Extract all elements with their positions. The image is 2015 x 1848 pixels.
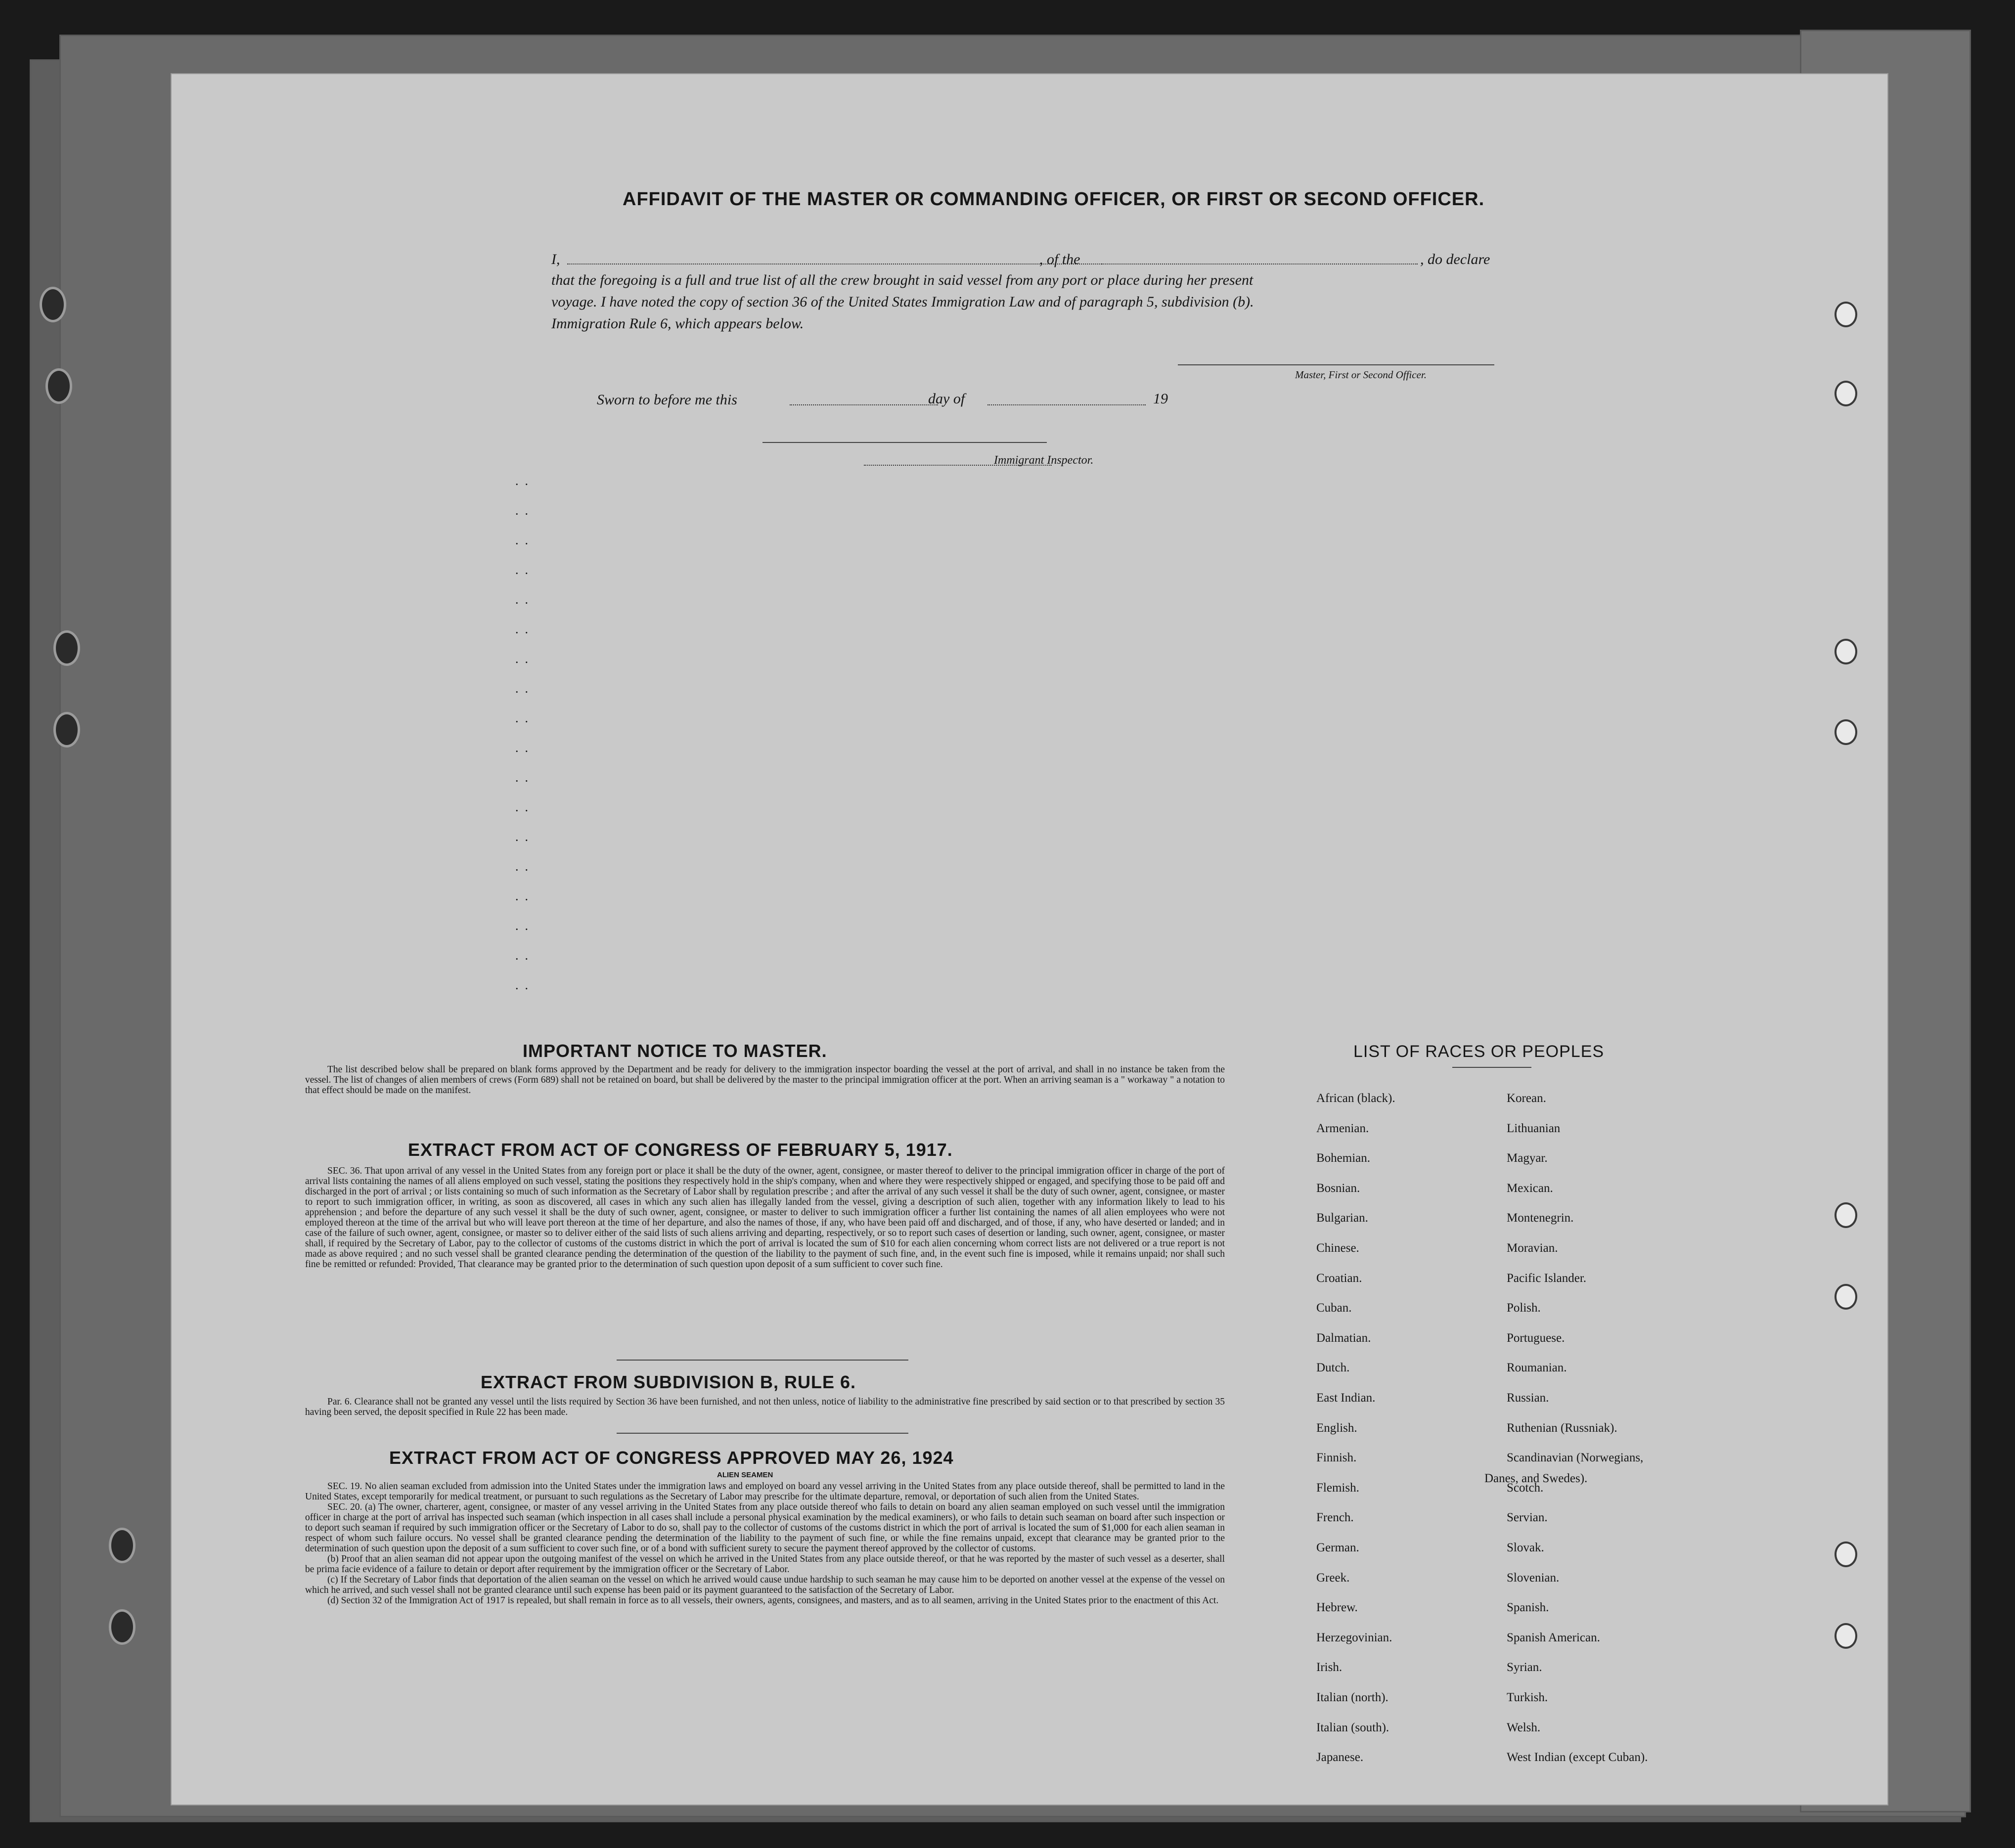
day-of-label: day of [928, 391, 965, 407]
race-item: Lithuanian [1507, 1122, 1561, 1135]
sworn-day-field[interactable] [790, 404, 938, 405]
paragraph-6: Par. 6. Clearance shall not be granted any vessel until the lists required by Section 36 have been furnished, and not then unless, notice of liability to the administrative fine prescribed by said section or to that prescribed by section 35 having been served, the deposit specified in Rule 22 has been made. [305, 1397, 1225, 1417]
binder-hole [109, 1609, 135, 1645]
binder-hole [53, 712, 80, 748]
affidavit-line-1: that the foregoing is a full and true list of all the crew brought in said vessel from any port or place during her present [551, 272, 1254, 288]
race-item: Montenegrin. [1507, 1211, 1574, 1225]
leader-dots: . . [515, 741, 528, 755]
race-item: Pacific Islander. [1507, 1272, 1587, 1285]
alien-seamen-subtitle: ALIEN SEAMEN [717, 1471, 773, 1479]
race-item: Spanish American. [1507, 1631, 1600, 1644]
race-item: French. [1316, 1511, 1354, 1524]
extract-1924-text [305, 1481, 1225, 1606]
leader-dots: . . [515, 652, 528, 666]
binder-hole [53, 630, 80, 666]
section-20c-paragraph: (c) If the Secretary of Labor finds that deportation of the alien seaman on the vessel on which he arrived would cause undue hardship to such seaman he may cause him to be deported on another vessel at the expense of the vessel on which he arrived, and such vessel shall not be granted clearance until such expense has been paid or its payment guaranteed to the satisfaction of the Secretary of Labor. [305, 1575, 1225, 1595]
race-item: Herzegovinian. [1316, 1631, 1392, 1644]
binder-hole [1835, 302, 1857, 327]
inspector-line-top [762, 442, 1047, 443]
race-item: Ruthenian (Russniak). [1507, 1421, 1617, 1435]
leader-dots: . . [515, 800, 528, 814]
leader-dots: . . [515, 770, 528, 785]
race-item: Bulgarian. [1316, 1211, 1368, 1225]
race-item: Italian (south). [1316, 1721, 1389, 1734]
notice-paragraph: The list described below shall be prepared on blank forms approved by the Department and be ready for delivery to the immigration inspector boarding the vessel at the port of arrival, and shall in no instance be taken from the vessel. The list of changes of alien members of crews (Form 689) shall not be retained on board, but shall be delivered by the master to the principal immigration officer at the port. When an arriving seaman is a " workaway " a notation to that effect should be made on the manifest. [305, 1064, 1225, 1096]
race-item: Portuguese. [1507, 1331, 1565, 1345]
race-item: Hebrew. [1316, 1601, 1358, 1614]
race-item: Spanish. [1507, 1601, 1549, 1614]
race-item: Croatian. [1316, 1272, 1362, 1285]
year-prefix: 19 [1153, 391, 1168, 407]
binder-hole [40, 287, 66, 322]
sworn-month-field[interactable] [987, 404, 1146, 405]
notice-title: IMPORTANT NOTICE TO MASTER. [523, 1041, 827, 1061]
race-item: Slovak. [1507, 1541, 1544, 1554]
race-item: Flemish. [1316, 1481, 1359, 1495]
race-item: Dalmatian. [1316, 1331, 1371, 1345]
race-item: Greek. [1316, 1571, 1350, 1584]
notice-text [305, 1064, 1225, 1096]
leader-dots: . . [515, 474, 528, 488]
section-19-paragraph: SEC. 19. No alien seaman excluded from admission into the United States under the immigration laws and employed on board any vessel arriving in the United States from any place outside thereof, shall be permitted to land in the United States, except temporarily for medical treatment, or pursuant to such regulations as the Secretary of Labor may prescribe for the ultimate departure, removal, or deportation of such alien from the United States. [305, 1481, 1225, 1502]
section-20d-paragraph: (d) Section 32 of the Immigration Act of 1917 is repealed, but shall remain in force as to all vessels, their owners, agents, consignees, and masters, and as to all seamen, arriving in the United States prior to the enactment of this Act. [327, 1595, 1219, 1606]
race-item: Scotch. [1507, 1481, 1544, 1495]
subdivision-b-title: EXTRACT FROM SUBDIVISION B, RULE 6. [481, 1372, 856, 1392]
leader-dots: . . [515, 919, 528, 933]
form-page [171, 73, 1888, 1805]
race-item: Korean. [1507, 1092, 1546, 1105]
sworn-label: Sworn to before me this [597, 392, 737, 408]
race-item: African (black). [1316, 1092, 1395, 1105]
races-title: LIST OF RACES OR PEOPLES [1353, 1042, 1605, 1061]
binder-hole [1835, 719, 1857, 745]
extract-1917-text [305, 1166, 1225, 1270]
binder-hole [109, 1528, 135, 1563]
section-20b-paragraph: (b) Proof that an alien seaman did not appear upon the outgoing manifest of the vessel on which he arrived in the United States from any place outside thereof, or that he was reported by the master of such vessel as a deserter, shall be prima facie evidence of a failure to detain or deport after requirement by the immigration officer or the Secretary of Labor. [305, 1554, 1225, 1575]
binder-hole [1835, 1623, 1857, 1649]
race-item: Slovenian. [1507, 1571, 1560, 1584]
race-item: Irish. [1316, 1661, 1343, 1674]
section-36-paragraph: SEC. 36. That upon arrival of any vessel in the United States from any foreign port or place it shall be the duty of the owner, agent, consignee, or master thereof to deliver to the principal immigration officer in charge of the port of arrival lists containing the names of all aliens employed on such vessel, stating the positions they respectively hold in the ship's company, when and where they were respectively shipped or engaged, and specifying those to be paid off and discharged in the port of arrival ; or lists containing so much of such information as the Secretary of Labor shall by regulation prescribe ; and after the arrival of any such vessel it shall be the duty of such owner, agent, consignee, or master to report to such immigration officer, in writing, as soon as discovered, all cases in which any such alien has illegally landed from the vessel, giving a description of such alien, together with any information likely to lead to his apprehension ; and before the departure of any such vessel it shall be the duty of such owner, agent, consignee, or master to deliver to such immigration officer a further list containing the names of all alien employees who were not employed thereon at the time of the arrival but who will leave port thereon at the time of her departure, and also the names of those, if any, who have been paid off and discharged, and of those, if any, who have deserted or landed; and in case of the failure of such owner, agent, consignee, or master so to deliver either of the said lists of such aliens arriving and departing, respectively, or so to report such cases of desertion or landing, such owner, agent, consignee, or master shall, if required by the Secretary of Labor, pay to the collector of customs of the customs district in which the port of arrival is located the sum of $10 for each alien concerning whom correct lists are not delivered or a true report is not made as above required ; and no such vessel shall be granted clearance pending the determination of the question of the liability to the payment of such fine, and, in the event such fine is imposed, while it remains unpaid; nor shall such fine be remitted or refunded: Provided, That clearance may be granted prior to the determination of such question upon deposit of a sum sufficient to cover such fine. [305, 1166, 1225, 1270]
races-title-rule [1452, 1067, 1531, 1068]
race-item: Bohemian. [1316, 1151, 1371, 1165]
leader-dots: . . [515, 711, 528, 725]
race-item: Moravian. [1507, 1241, 1558, 1255]
leader-dots: . . [515, 592, 528, 607]
race-item: Japanese. [1316, 1751, 1364, 1764]
affidavit-of-the: , of the [1039, 251, 1080, 267]
race-item: Russian. [1507, 1391, 1549, 1405]
race-item: Italian (north). [1316, 1691, 1388, 1704]
affidavit-line-2: voyage. I have noted the copy of section 36 of the United States Immigration Law and of paragraph 5, subdivision (b). [551, 294, 1254, 310]
leader-dots: . . [515, 889, 528, 903]
affidavit-title: AFFIDAVIT OF THE MASTER OR COMMANDING OFFICER, OR FIRST OR SECOND OFFICER. [623, 189, 1485, 210]
extract-1917-title: EXTRACT FROM ACT OF CONGRESS OF FEBRUARY 5, 1917. [408, 1140, 953, 1160]
race-item: Polish. [1507, 1301, 1541, 1315]
binder-hole [1835, 1202, 1857, 1228]
master-signature-caption: Master, First or Second Officer. [1295, 369, 1427, 381]
leader-dots: . . [515, 830, 528, 844]
binder-hole [1835, 381, 1857, 406]
master-signature-line[interactable] [1178, 364, 1494, 365]
race-item: Turkish. [1507, 1691, 1548, 1704]
race-item-continuation: Danes, and Swedes). [1484, 1472, 1588, 1485]
race-item: Welsh. [1507, 1721, 1541, 1734]
section-divider [617, 1360, 908, 1361]
inspector-caption: Immigrant Inspector. [994, 454, 1094, 467]
leader-dots: . . [515, 622, 528, 636]
subdivision-b-text [305, 1397, 1225, 1417]
affidavit-i-label: I, [551, 251, 560, 267]
race-item: Syrian. [1507, 1661, 1542, 1674]
binder-hole [1835, 639, 1857, 664]
race-item: Finnish. [1316, 1451, 1357, 1464]
leader-dots: . . [515, 563, 528, 577]
race-item: English. [1316, 1421, 1357, 1435]
extract-1924-title: EXTRACT FROM ACT OF CONGRESS APPROVED MAY 26, 1924 [389, 1448, 954, 1468]
race-item: Roumanian. [1507, 1361, 1567, 1374]
race-item: East Indian. [1316, 1391, 1376, 1405]
leader-dots: . . [515, 503, 528, 518]
race-item: West Indian (except Cuban). [1507, 1751, 1648, 1764]
leader-dots: . . [515, 948, 528, 963]
race-item: Magyar. [1507, 1151, 1548, 1165]
race-item: German. [1316, 1541, 1359, 1554]
race-item: Bosnian. [1316, 1182, 1360, 1195]
race-item: Dutch. [1316, 1361, 1350, 1374]
binder-hole [45, 368, 72, 404]
race-item: Armenian. [1316, 1122, 1369, 1135]
leader-dots: . . [515, 533, 528, 547]
section-20a-paragraph: SEC. 20. (a) The owner, charterer, agent, consignee, or master of any vessel arriving in the United States from any place outside thereof who fails to detain on board any alien seaman employed on such vessel until the immigration officer in charge at the port of arrival has inspected such seaman (which inspection in all cases shall include a personal physical examination by the medical examiners), or who fails to detain such seaman on board after such inspection or to deport such seaman if required by such immigration officer or the Secretary of Labor to do so, shall pay to the collector of customs of the customs district in which the port of arrival is located the sum of $1,000 for each alien seaman in respect of whom such failure occurs. No vessel shall be granted clearance pending the determination of the liability to the payment of such fine, or while the fine remains unpaid, except that clearance may be granted prior to the determination of such question upon the deposit of a sum sufficient to cover such fine, or of a bond with sufficient surety to secure the payment thereof approved by the collector of customs. [305, 1502, 1225, 1554]
race-item: Scandinavian (Norwegians, [1507, 1451, 1644, 1464]
binder-hole [1835, 1284, 1857, 1310]
leader-dots: . . [515, 859, 528, 874]
race-item: Mexican. [1507, 1182, 1553, 1195]
race-item: Chinese. [1316, 1241, 1359, 1255]
section-divider [617, 1433, 908, 1434]
leader-dots: . . [515, 978, 528, 992]
race-item: Cuban. [1316, 1301, 1352, 1315]
affidavit-line-3: Immigration Rule 6, which appears below. [551, 315, 804, 332]
leader-dots: . . [515, 681, 528, 696]
race-item: Servian. [1507, 1511, 1548, 1524]
binder-hole [1835, 1541, 1857, 1567]
affidavit-do-declare: , do declare [1420, 251, 1490, 267]
